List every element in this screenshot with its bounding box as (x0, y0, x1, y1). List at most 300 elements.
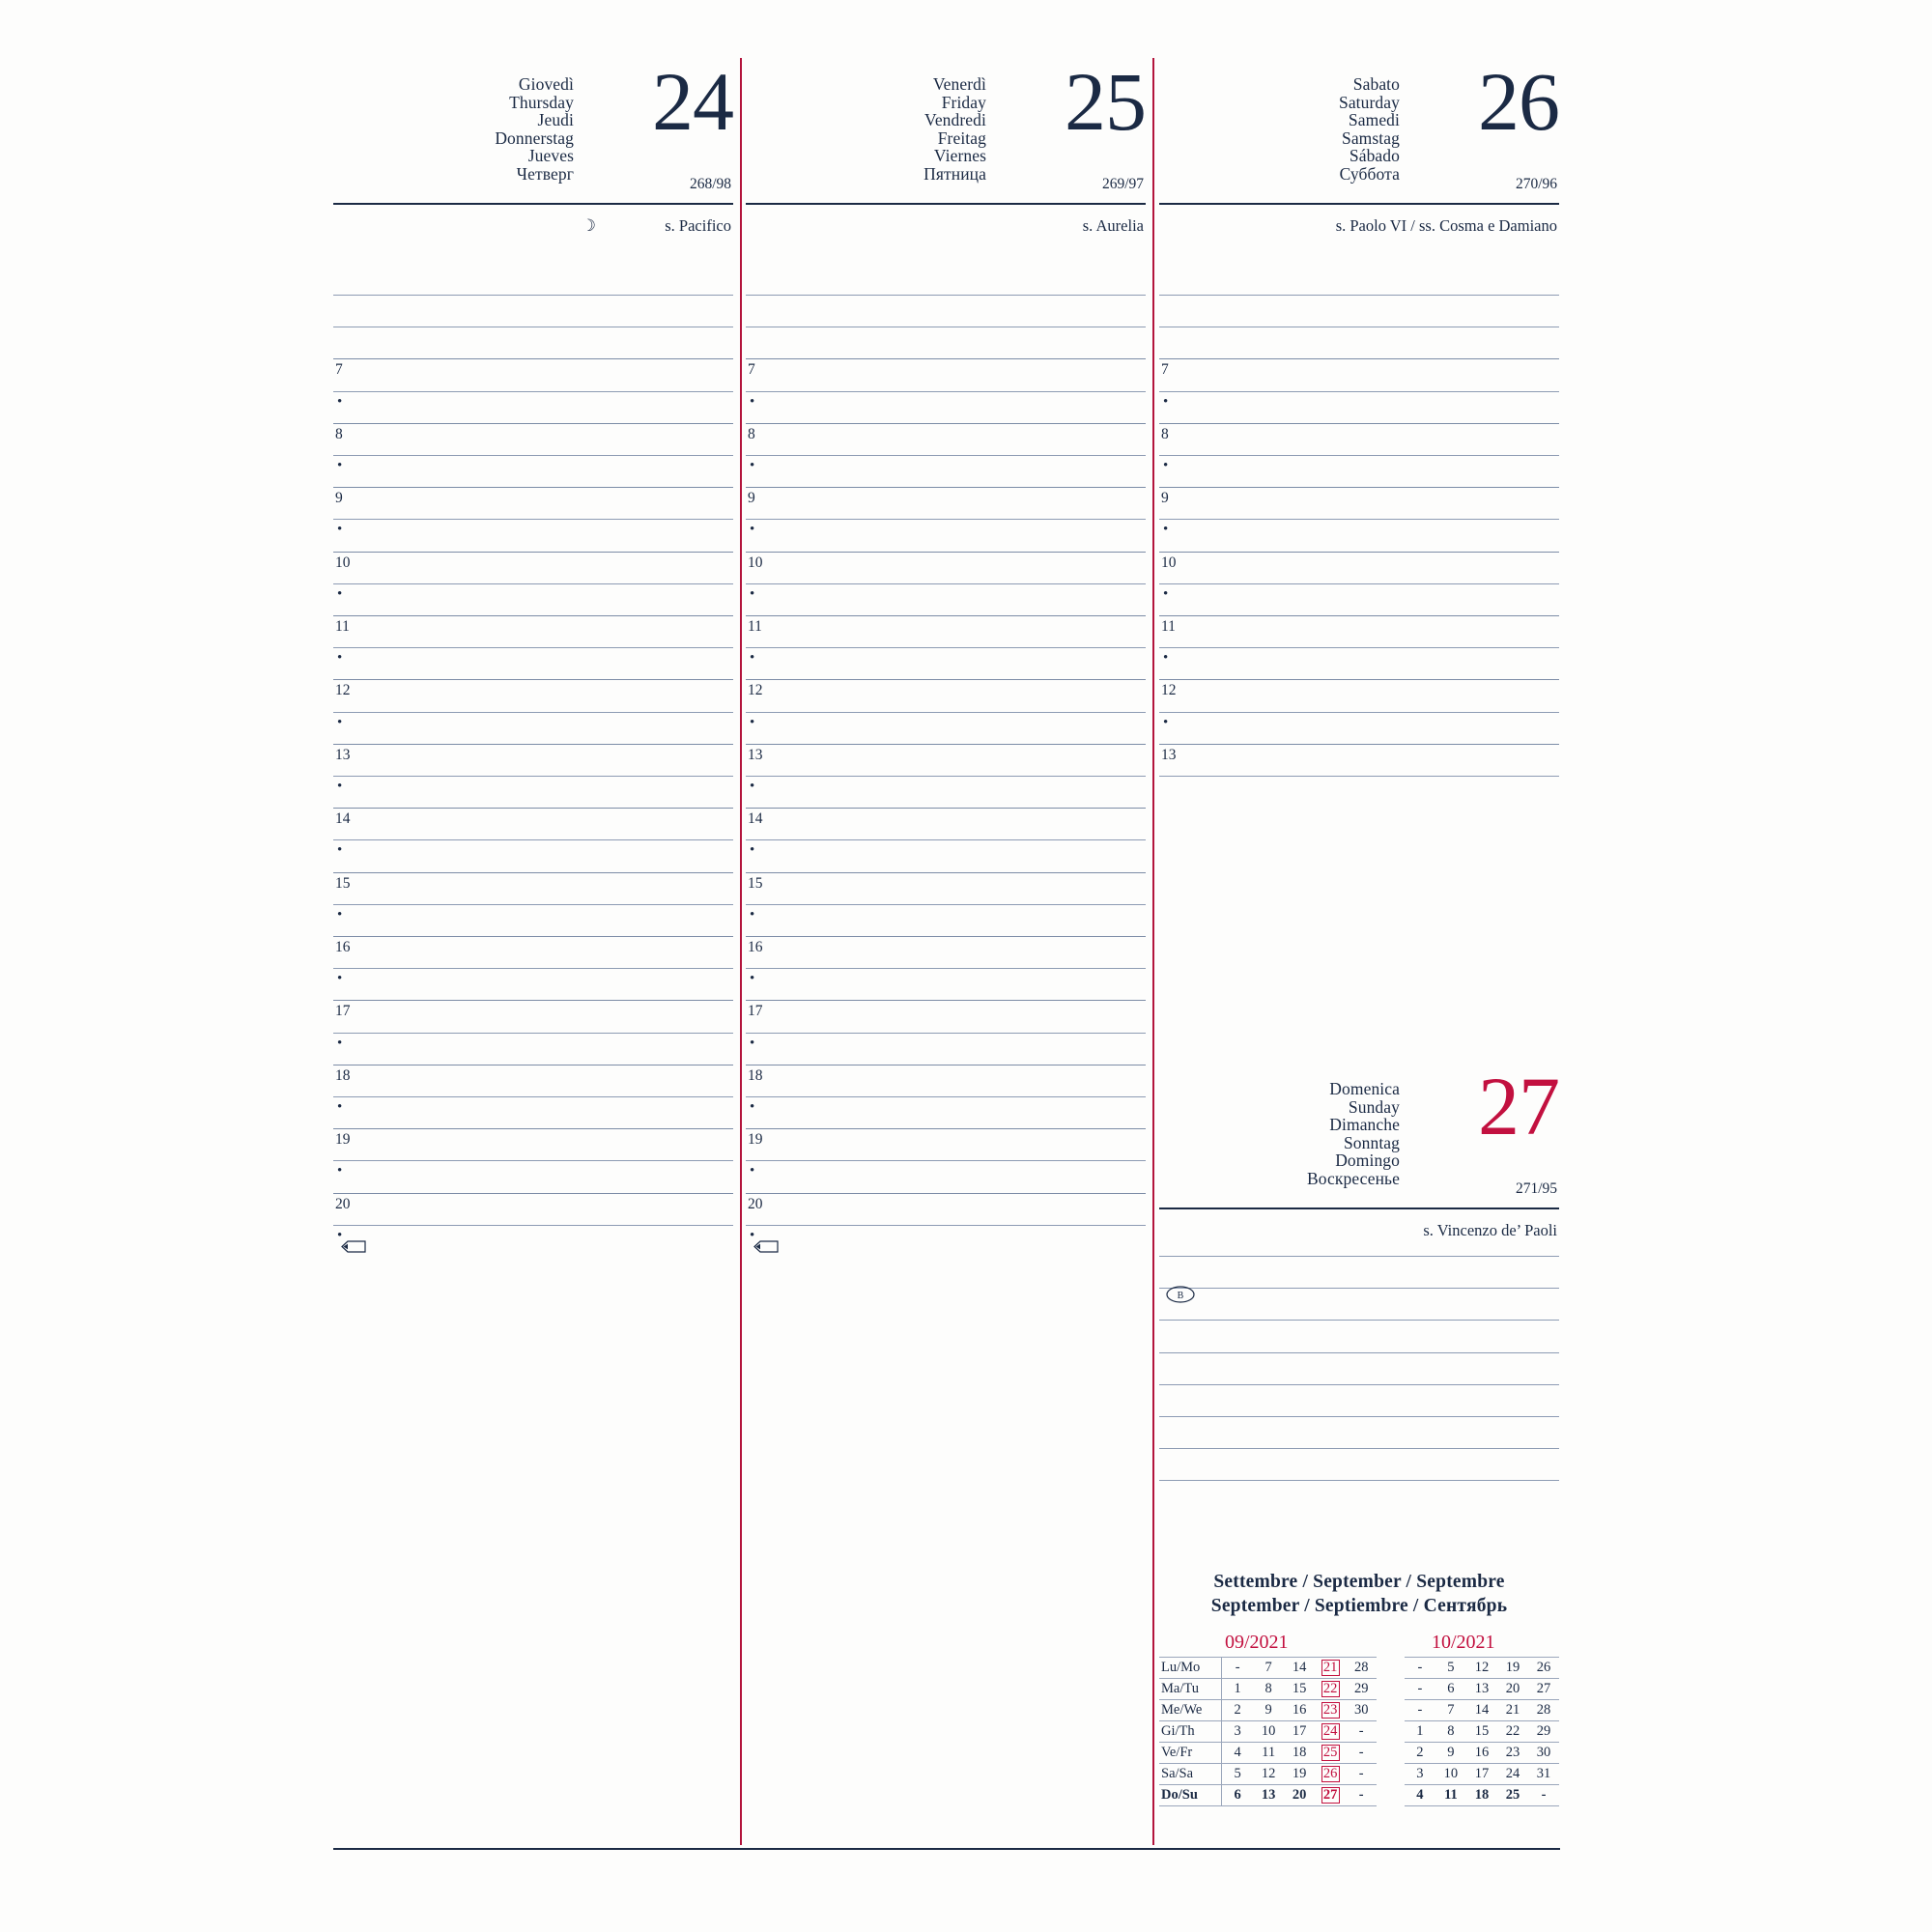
header-rule (333, 203, 733, 205)
calendar-row (1159, 1700, 1559, 1721)
hour-label: 10 (1161, 554, 1177, 571)
hour-line[interactable] (1159, 679, 1559, 680)
hour-label: 12 (335, 682, 351, 699)
note-line[interactable] (1159, 1384, 1559, 1385)
half-hour-line[interactable] (333, 776, 733, 777)
calendar-cell: 20 (1284, 1785, 1315, 1806)
calendar-cell: 17 (1284, 1721, 1315, 1743)
half-hour-line[interactable] (333, 455, 733, 456)
half-hour-line[interactable] (333, 391, 733, 392)
calendar-cell: 26 (1528, 1658, 1559, 1679)
half-hour-line[interactable] (1159, 583, 1559, 584)
hour-label: 17 (335, 1003, 351, 1020)
half-hour-line[interactable] (333, 647, 733, 648)
column-divider-2 (1152, 58, 1154, 1845)
half-hour-line[interactable] (1159, 519, 1559, 520)
half-hour-marker: • (750, 650, 755, 667)
half-hour-marker: • (337, 1227, 343, 1243)
half-hour-marker: • (337, 779, 343, 794)
weekday-name-ru: Воскресенье (1306, 1168, 1400, 1188)
calendar-cell: 14 (1466, 1700, 1497, 1721)
half-hour-line[interactable] (746, 391, 1146, 392)
hour-label: 8 (748, 425, 755, 442)
note-line[interactable] (1159, 1416, 1559, 1417)
weekday-name-ru: Суббота (1339, 163, 1400, 184)
half-hour-marker: • (337, 971, 343, 987)
hour-line[interactable] (746, 1000, 1146, 1001)
highlighted-date: 27 (1321, 1787, 1340, 1804)
calendar-day-label: Me/We (1159, 1700, 1222, 1721)
weekday-name-en: Thursday (509, 92, 574, 112)
hour-line[interactable] (746, 872, 1146, 873)
calendar-cell: 16 (1284, 1700, 1315, 1721)
half-hour-line[interactable] (1159, 712, 1559, 713)
hour-label: 8 (335, 425, 343, 442)
hour-line[interactable] (333, 487, 733, 488)
day-number: 24 (652, 55, 733, 148)
calendar-gap (1377, 1721, 1405, 1743)
calendar-cell: 19 (1497, 1658, 1528, 1679)
calendar-day-label: Lu/Mo (1159, 1658, 1222, 1679)
saint-name: s. Aurelia (1082, 216, 1144, 235)
day-header (333, 55, 733, 235)
half-hour-marker: • (337, 714, 343, 730)
calendar-cell: 10 (1253, 1721, 1284, 1743)
hour-line[interactable] (746, 358, 1146, 359)
hour-label: 14 (335, 810, 351, 828)
half-hour-marker: • (337, 842, 343, 859)
calendar-cell: 12 (1253, 1764, 1284, 1785)
calendar-cell: 23 (1497, 1743, 1528, 1764)
half-hour-marker: • (750, 522, 755, 538)
highlighted-date: 25 (1321, 1745, 1340, 1761)
highlighted-date: 21 (1321, 1660, 1340, 1676)
half-hour-marker: • (750, 1163, 755, 1179)
calendar-row (1159, 1785, 1559, 1806)
hour-label: 19 (748, 1131, 763, 1149)
hour-line[interactable] (333, 552, 733, 553)
half-hour-marker: • (337, 1099, 343, 1115)
highlighted-date: 23 (1321, 1702, 1340, 1719)
half-hour-marker: • (337, 522, 343, 538)
calendar-cell: 24 (1497, 1764, 1528, 1785)
half-hour-line[interactable] (333, 904, 733, 905)
hour-line[interactable] (746, 1128, 1146, 1129)
highlighted-date: 26 (1321, 1766, 1340, 1782)
mini-calendar-table (1159, 1657, 1559, 1806)
calendar-cell: 8 (1253, 1679, 1284, 1700)
day-column-thursday (333, 55, 733, 1243)
calendar-day-label: Do/Su (1159, 1785, 1222, 1806)
calendar-cell: 16 (1466, 1743, 1497, 1764)
note-line[interactable] (1159, 1256, 1559, 1257)
calendar-cell: 1 (1405, 1721, 1435, 1743)
half-hour-marker: • (1163, 393, 1169, 410)
day-column-saturday-sunday (1159, 55, 1559, 1239)
hour-line[interactable] (746, 615, 1146, 616)
half-hour-line[interactable] (333, 1033, 733, 1034)
half-hour-line[interactable] (1159, 391, 1559, 392)
calendar-cell: 18 (1466, 1785, 1497, 1806)
hour-line[interactable] (333, 679, 733, 680)
hour-label: 10 (748, 554, 763, 571)
half-hour-line[interactable] (1159, 647, 1559, 648)
saint-name: s. Vincenzo de’ Paoli (1423, 1221, 1557, 1239)
calendar-cell: - (1405, 1700, 1435, 1721)
calendar-cell: 11 (1253, 1743, 1284, 1764)
calendar-cell (1315, 1721, 1346, 1743)
weekday-name-de: Freitag (937, 128, 986, 148)
half-hour-line[interactable] (333, 1096, 733, 1097)
calendar-cell: - (1346, 1785, 1377, 1806)
calendar-cell: 14 (1284, 1658, 1315, 1679)
calendar-cell: 13 (1466, 1679, 1497, 1700)
hour-line[interactable] (746, 423, 1146, 424)
day-of-year-count: 269/97 (1101, 176, 1144, 192)
hour-label: 9 (1161, 490, 1169, 507)
weekday-name-ru: Пятница (923, 163, 986, 184)
half-hour-line[interactable] (746, 583, 1146, 584)
hour-label: 8 (1161, 425, 1169, 442)
weekday-name-fr: Samedi (1348, 110, 1400, 130)
half-hour-marker: • (1163, 650, 1169, 667)
hour-line[interactable] (333, 1000, 733, 1001)
half-hour-line[interactable] (746, 1033, 1146, 1034)
weekday-names (1339, 75, 1400, 184)
hour-label: 9 (748, 490, 755, 507)
calendar-cell (1315, 1679, 1346, 1700)
calendar-cell: 9 (1435, 1743, 1466, 1764)
hour-line[interactable] (746, 936, 1146, 937)
page-bottom-rule (333, 1848, 1560, 1850)
half-hour-marker: • (750, 842, 755, 859)
hour-label: 10 (335, 554, 351, 571)
header-rule (1159, 203, 1559, 205)
hour-label: 15 (335, 874, 351, 892)
half-hour-marker: • (337, 906, 343, 923)
column-divider-1 (740, 58, 742, 1845)
half-hour-marker: • (750, 714, 755, 730)
weekday-names (495, 75, 574, 184)
half-hour-marker: • (750, 585, 755, 602)
hour-label: 7 (1161, 361, 1169, 379)
calendar-cell: 18 (1284, 1743, 1315, 1764)
half-hour-line[interactable] (333, 839, 733, 840)
hour-label: 16 (748, 939, 763, 955)
weekday-names (923, 75, 986, 184)
pen-bookmark-icon (341, 1239, 366, 1254)
half-hour-line[interactable] (746, 1160, 1146, 1161)
half-hour-line[interactable] (1159, 776, 1559, 777)
hour-line[interactable] (333, 615, 733, 616)
mini-calendar-month-labels (1159, 1632, 1559, 1657)
note-line[interactable] (1159, 1352, 1559, 1353)
calendar-row (1159, 1658, 1559, 1679)
weekday-name-es: Jueves (527, 146, 574, 166)
half-hour-line[interactable] (746, 455, 1146, 456)
half-hour-line[interactable] (746, 519, 1146, 520)
hour-line[interactable] (1159, 552, 1559, 553)
month-label-next: 10/2021 (1432, 1632, 1495, 1653)
hour-label: 16 (335, 939, 351, 955)
calendar-cell: 17 (1466, 1764, 1497, 1785)
calendar-cell: 20 (1497, 1679, 1528, 1700)
calendar-cell: 6 (1222, 1785, 1254, 1806)
half-hour-marker: • (750, 971, 755, 987)
hour-label: 12 (1161, 682, 1177, 699)
hour-line[interactable] (1159, 423, 1559, 424)
half-hour-line[interactable] (746, 839, 1146, 840)
weekday-name-de: Sonntag (1343, 1132, 1400, 1152)
hour-label: 18 (748, 1066, 763, 1084)
calendar-cell: 22 (1497, 1721, 1528, 1743)
hour-line[interactable] (746, 744, 1146, 745)
half-hour-line[interactable] (333, 519, 733, 520)
mini-calendar (1159, 1570, 1559, 1806)
calendar-cell: 9 (1253, 1700, 1284, 1721)
hour-label: 13 (1161, 746, 1177, 763)
weekday-name-it: Domenica (1329, 1079, 1400, 1098)
calendar-cell: 21 (1497, 1700, 1528, 1721)
hour-label: 11 (335, 618, 350, 635)
hour-line[interactable] (333, 358, 733, 359)
day-number: 25 (1065, 55, 1146, 148)
day-column-friday (746, 55, 1146, 1243)
calendar-cell: 2 (1222, 1700, 1254, 1721)
calendar-cell (1315, 1658, 1346, 1679)
calendar-cell: 10 (1435, 1764, 1466, 1785)
hour-line[interactable] (333, 936, 733, 937)
half-hour-line[interactable] (746, 776, 1146, 777)
calendar-cell: 25 (1497, 1785, 1528, 1806)
calendar-cell: - (1222, 1658, 1254, 1679)
hour-label: 20 (335, 1195, 351, 1212)
weekday-names (1307, 1080, 1400, 1188)
note-line[interactable] (1159, 1320, 1559, 1321)
half-hour-line[interactable] (746, 1225, 1146, 1226)
half-hour-marker: • (337, 650, 343, 667)
weekday-name-en: Friday (941, 92, 986, 112)
hour-line[interactable] (746, 808, 1146, 809)
half-hour-marker: • (750, 906, 755, 923)
half-hour-marker: • (337, 393, 343, 410)
weekday-name-fr: Dimanche (1329, 1115, 1400, 1135)
moon-phase-icon: ☽ (581, 216, 596, 235)
hour-label: 7 (335, 361, 343, 379)
weekday-name-it: Sabato (1352, 74, 1400, 94)
day-header-sunday (1159, 1060, 1559, 1239)
hour-line[interactable] (333, 423, 733, 424)
calendar-cell: 1 (1222, 1679, 1254, 1700)
half-hour-marker: • (337, 585, 343, 602)
highlighted-date: 24 (1321, 1723, 1340, 1740)
weekday-name-ru: Четверг (516, 163, 574, 184)
hour-line[interactable] (333, 872, 733, 873)
half-hour-marker: • (1163, 585, 1169, 602)
half-hour-marker: • (750, 1099, 755, 1115)
calendar-gap (1377, 1743, 1405, 1764)
calendar-cell (1315, 1785, 1346, 1806)
calendar-cell (1315, 1743, 1346, 1764)
half-hour-marker: • (750, 1035, 755, 1051)
half-hour-marker: • (1163, 458, 1169, 473)
calendar-cell: 28 (1528, 1700, 1559, 1721)
calendar-cell: 7 (1253, 1658, 1284, 1679)
note-line[interactable] (1159, 295, 1559, 296)
half-hour-marker: • (337, 1163, 343, 1179)
mini-calendar-title-line2: September / Septiembre / Сентябрь (1210, 1596, 1508, 1616)
note-line[interactable] (1159, 1288, 1559, 1289)
pen-bookmark-icon (753, 1239, 779, 1254)
calendar-cell: 30 (1346, 1700, 1377, 1721)
calendar-gap (1377, 1679, 1405, 1700)
hour-line[interactable] (333, 1193, 733, 1194)
day-of-year-count: 270/96 (1515, 176, 1557, 192)
hour-label: 7 (748, 361, 755, 379)
note-line[interactable] (333, 295, 733, 296)
calendar-cell: 7 (1435, 1700, 1466, 1721)
calendar-day-label: Sa/Sa (1159, 1764, 1222, 1785)
calendar-gap (1377, 1785, 1405, 1806)
calendar-cell: 15 (1284, 1679, 1315, 1700)
half-hour-line[interactable] (746, 1096, 1146, 1097)
header-rule (746, 203, 1146, 205)
half-hour-line[interactable] (746, 904, 1146, 905)
hour-label: 11 (1161, 618, 1176, 635)
calendar-cell: 6 (1435, 1679, 1466, 1700)
weekday-name-es: Sábado (1349, 146, 1400, 166)
calendar-cell: - (1405, 1658, 1435, 1679)
weekday-name-fr: Jeudi (537, 110, 574, 130)
hour-label: 13 (335, 746, 351, 763)
calendar-cell: - (1346, 1764, 1377, 1785)
highlighted-date: 22 (1321, 1681, 1340, 1697)
hour-label: 15 (748, 874, 763, 892)
calendar-cell: 3 (1222, 1721, 1254, 1743)
hour-line[interactable] (746, 1193, 1146, 1194)
calendar-cell: 11 (1435, 1785, 1466, 1806)
month-label-current: 09/2021 (1225, 1632, 1289, 1653)
half-hour-marker: • (750, 1227, 755, 1243)
calendar-cell: - (1405, 1679, 1435, 1700)
day-of-year-count: 271/95 (1515, 1180, 1557, 1197)
weekday-name-fr: Vendredi (924, 110, 986, 130)
calendar-cell (1315, 1700, 1346, 1721)
day-number: 27 (1478, 1060, 1559, 1152)
half-hour-line[interactable] (333, 1160, 733, 1161)
hour-line[interactable] (1159, 487, 1559, 488)
weekday-name-es: Viernes (933, 146, 986, 166)
calendar-day-label: Ve/Fr (1159, 1743, 1222, 1764)
calendar-row (1159, 1721, 1559, 1743)
hour-line[interactable] (333, 744, 733, 745)
calendar-row (1159, 1679, 1559, 1700)
hour-label: 14 (748, 810, 763, 828)
hour-line[interactable] (1159, 615, 1559, 616)
calendar-cell: 12 (1466, 1658, 1497, 1679)
half-hour-marker: • (337, 1035, 343, 1051)
note-line[interactable] (746, 295, 1146, 296)
calendar-day-label: Gi/Th (1159, 1721, 1222, 1743)
svg-text:B: B (1177, 1291, 1184, 1301)
hour-line[interactable] (746, 552, 1146, 553)
weekday-name-en: Saturday (1338, 92, 1400, 112)
half-hour-line[interactable] (1159, 455, 1559, 456)
half-hour-line[interactable] (333, 1225, 733, 1226)
calendar-cell: 19 (1284, 1764, 1315, 1785)
calendar-cell: 29 (1528, 1721, 1559, 1743)
calendar-cell: 5 (1222, 1764, 1254, 1785)
day-header (1159, 55, 1559, 235)
weekday-name-en: Sunday (1348, 1096, 1400, 1117)
hour-line[interactable] (746, 679, 1146, 680)
hour-label: 20 (748, 1195, 763, 1212)
weekday-name-es: Domingo (1335, 1151, 1400, 1171)
calendar-cell: 4 (1405, 1785, 1435, 1806)
half-hour-line[interactable] (333, 968, 733, 969)
half-hour-marker: • (750, 393, 755, 410)
hour-line[interactable] (1159, 744, 1559, 745)
calendar-cell (1315, 1764, 1346, 1785)
calendar-gap (1377, 1658, 1405, 1679)
calendar-row (1159, 1743, 1559, 1764)
calendar-cell: 8 (1435, 1721, 1466, 1743)
half-hour-line[interactable] (333, 583, 733, 584)
half-hour-line[interactable] (333, 712, 733, 713)
half-hour-marker: • (337, 458, 343, 473)
calendar-cell: 2 (1405, 1743, 1435, 1764)
half-hour-marker: • (1163, 714, 1169, 730)
note-line[interactable] (1159, 1448, 1559, 1449)
hour-line[interactable] (333, 1128, 733, 1129)
calendar-cell: 29 (1346, 1679, 1377, 1700)
half-hour-line[interactable] (746, 968, 1146, 969)
half-hour-line[interactable] (746, 712, 1146, 713)
calendar-cell: 5 (1435, 1658, 1466, 1679)
hour-label: 11 (748, 618, 762, 635)
day-of-year-count: 268/98 (689, 176, 731, 192)
hour-line[interactable] (333, 808, 733, 809)
calendar-row (1159, 1764, 1559, 1785)
weekday-name-de: Samstag (1341, 128, 1400, 148)
half-hour-marker: • (750, 458, 755, 473)
calendar-cell: - (1346, 1743, 1377, 1764)
note-line[interactable] (1159, 1480, 1559, 1481)
saint-name: s. Pacifico (665, 216, 731, 235)
b-circle-icon (1165, 1285, 1196, 1304)
header-rule (1159, 1208, 1559, 1209)
calendar-cell: 30 (1528, 1743, 1559, 1764)
hour-label: 19 (335, 1131, 351, 1149)
calendar-cell: 4 (1222, 1743, 1254, 1764)
calendar-cell: 13 (1253, 1785, 1284, 1806)
calendar-cell: - (1528, 1785, 1559, 1806)
calendar-cell: 27 (1528, 1679, 1559, 1700)
hour-line[interactable] (746, 487, 1146, 488)
calendar-cell: 3 (1405, 1764, 1435, 1785)
half-hour-marker: • (1163, 522, 1169, 538)
half-hour-line[interactable] (746, 647, 1146, 648)
hour-label: 12 (748, 682, 763, 699)
weekday-name-de: Donnerstag (495, 128, 574, 148)
hour-line[interactable] (1159, 358, 1559, 359)
weekday-name-it: Giovedì (518, 74, 574, 94)
calendar-gap (1377, 1700, 1405, 1721)
calendar-cell: 28 (1346, 1658, 1377, 1679)
calendar-day-label: Ma/Tu (1159, 1679, 1222, 1700)
day-header (746, 55, 1146, 235)
saint-name: s. Paolo VI / ss. Cosma e Damiano (1335, 216, 1557, 235)
